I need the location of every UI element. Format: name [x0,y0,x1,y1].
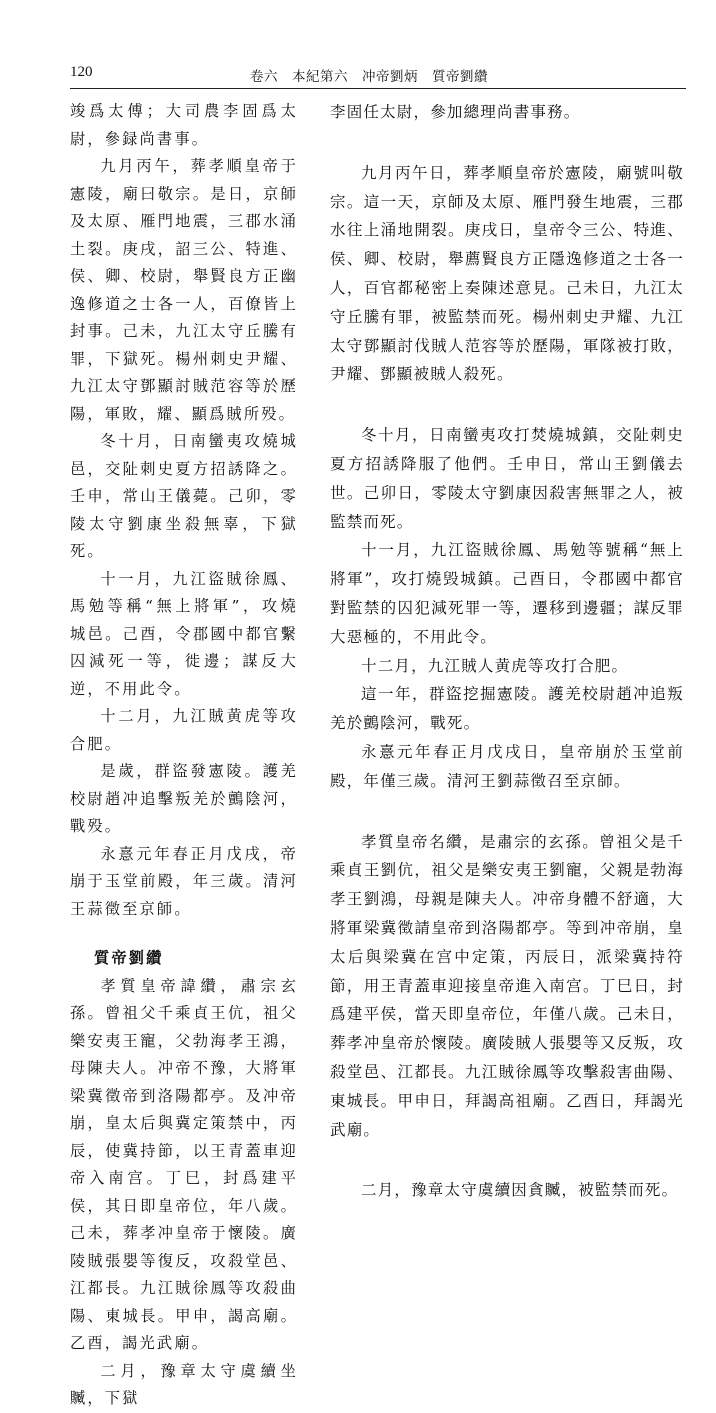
left-paragraph-5: 十二月，九江賊黄虎等攻合肥。 [70,707,298,753]
section-title: 質帝劉纘 [94,949,164,967]
left-paragraph-6: 是歲，群盜發憲陵。護羌校尉趙冲追擊叛羌於鸇陰河，戰殁。 [70,762,298,835]
right-paragraph-3: 冬十月，日南蠻夷攻打焚燒城鎮，交阯刺史夏方招誘降服了他們。壬申日，常山王劉儀去世。己卯日，零陵太守劉康因殺害無罪之人，被監禁而死。 [330,426,684,531]
page-number: 120 [70,64,93,80]
original-text-column [70,98,298,1413]
left-paragraph-1: 竣爲太傅；大司農李固爲太尉，參録尚書事。 [70,102,298,148]
header-rule [70,88,686,89]
right-paragraph-8: 孝質皇帝名纘，是肅宗的玄孫。曾祖父是千乘貞王劉伉，祖父是樂安夷王劉寵，父親是勃海孝王劉鴻，母親是陳夫人。冲帝身體不舒適，大將軍梁冀徵請皇帝到洛陽都亭。等到冲帝崩，皇太后與梁冀在宫中定策，丙辰日，派梁冀持符節，用王青蓋車迎接皇帝進入南宫。丁巳日，封爲建平侯，當天即皇帝位，年僅八歲。己未日，葬孝冲皇帝於懷陵。廣陵賊人張嬰等又反叛，攻殺堂邑、江都長。九江賊徐鳳等攻擊殺害曲陽、東城長。甲申日，拜謁高祖廟。乙酉日，拜謁光武廟。 [330,832,684,1139]
translation-column [330,98,684,1205]
right-paragraph-5: 十二月，九江賊人黄虎等攻打合肥。 [361,656,629,675]
right-paragraph-4: 十一月，九江盜賊徐鳳、馬勉等號稱“無上將軍”，攻打燒毁城鎮。己酉日，令郡國中都官對監禁的囚犯減死罪一等，遷移到邊疆；謀反罪大惡極的，不用此令。 [330,541,684,646]
right-paragraph-2: 九月丙午日，葬孝順皇帝於憲陵，廟號叫敬宗。這一天，京師及太原、雁門發生地震，三郡水往上涌地開裂。庚戌日，皇帝令三公、特進、侯、卿、校尉，舉薦賢良方正隱逸修道之士各一人，百官都秘密上奏陳述意見。己未日，九江太守丘騰有罪，被監禁而死。楊州刺史尹耀、九江太守鄧顯討伐賊人范容等於歷陽，軍隊被打敗，尹耀、鄧顯被賊人殺死。 [330,163,684,384]
left-paragraph-2: 九月丙午，葬孝順皇帝于憲陵，廟曰敬宗。是日，京師及太原、雁門地震，三郡水涌土裂。庚戌，詔三公、特進、侯、卿、校尉，舉賢良方正幽逸修道之士各一人，百僚皆上封事。己未，九江太守丘騰有罪，下獄死。楊州刺史尹耀、九江太守鄧顯討賊范容等於歷陽，軍敗，耀、顯爲賊所殁。 [70,157,298,423]
right-paragraph-9: 二月，豫章太守虞續因貪贓，被監禁而死。 [361,1181,679,1200]
page-header [70,64,686,86]
right-paragraph-6: 這一年，群盜挖掘憲陵。護羌校尉趙冲追叛羌於鸇陰河，戰死。 [330,685,684,733]
left-paragraph-8: 孝質皇帝諱纘，肅宗玄孫。曾祖父千乘貞王伉，祖父樂安夷王寵，父勃海孝王鴻，母陳夫人。冲帝不豫，大將軍梁冀徵帝到洛陽都亭。及冲帝崩，皇太后與冀定策禁中，丙辰，使冀持節，以王青蓋車迎帝入南宫。丁巳，封爲建平侯，其日即皇帝位，年八歲。己未，葬孝冲皇帝于懷陵。廣陵賊張嬰等復反，攻殺堂邑、江都長。九江賊徐鳳等攻殺曲陽、東城長。甲申，謁高廟。乙酉，謁光武廟。 [70,976,298,1352]
left-paragraph-3: 冬十月，日南蠻夷攻燒城邑，交阯刺史夏方招誘降之。壬申，常山王儀薨。己卯，零陵太守劉康坐殺無辜，下獄死。 [70,432,298,560]
right-paragraph-1: 李固任太尉，參加總理尚書事務。 [330,103,581,121]
left-paragraph-7: 永憙元年春正月戊戌，帝崩于玉堂前殿，年三歲。清河王蒜徵至京師。 [70,844,298,918]
running-head: 卷六 本紀第六 冲帝劉炳 質帝劉纘 [250,69,488,85]
left-paragraph-9: 二月，豫章太守虞續坐贓，下獄 [70,1361,298,1407]
right-paragraph-7: 永憙元年春正月戊戌日，皇帝崩於玉堂前殿，年僅三歲。清河王劉蒜徵召至京師。 [330,742,684,790]
left-paragraph-4: 十一月，九江盜賊徐鳳、馬勉等稱“無上將軍”，攻燒城邑。己酉，令郡國中都官繫囚減死一等，徙邊；謀反大逆，不用此令。 [70,569,298,698]
